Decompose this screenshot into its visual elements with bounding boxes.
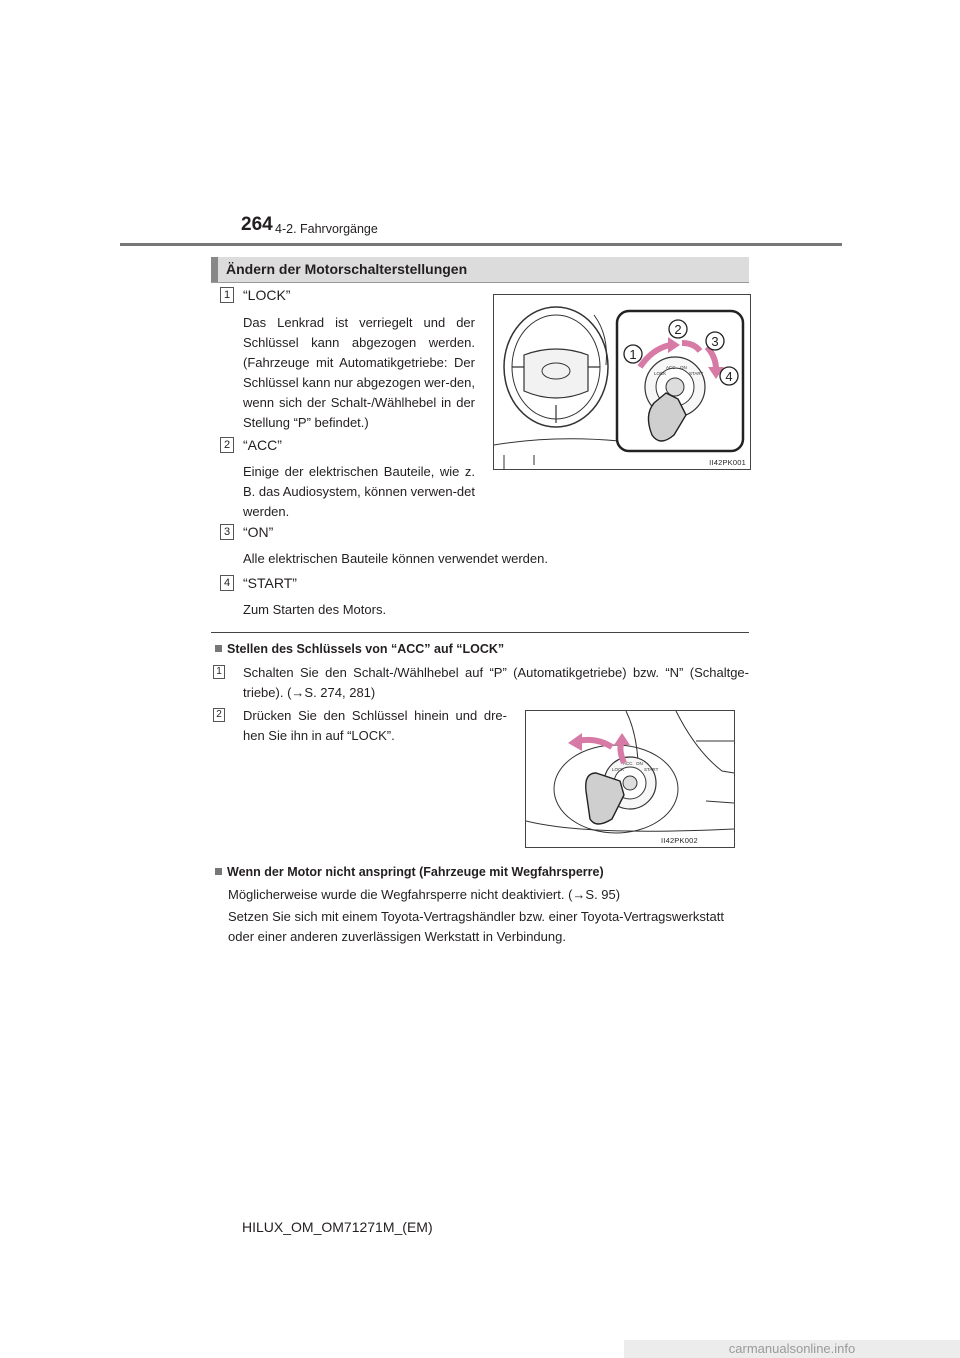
- switch-label-lock-2: LOCK: [612, 767, 625, 772]
- page-number: 264: [241, 214, 273, 235]
- switch-label-start-1: START: [689, 371, 704, 376]
- switch-label-acc-1: ACC: [666, 365, 676, 370]
- item-text-lock: Das Lenkrad ist verriegelt und der Schlüssel kann abgezogen werden. (Fahrzeuge mit Automatikgetriebe: Der Schlüssel kann nur abgezogen wer-den, wenn sich der Schalt-/Wählhebel in der Stellung “P” befindet.): [243, 315, 475, 430]
- title-accent: [211, 257, 218, 282]
- note-heading-immobilizer: [215, 865, 604, 879]
- note-marker-icon: [215, 868, 222, 875]
- title-underline: [211, 282, 749, 283]
- item-heading-lock: “LOCK”: [243, 287, 291, 303]
- header-rule: [120, 243, 842, 246]
- figure-code-1: II42PK001: [709, 458, 746, 467]
- step-text-2: Drücken Sie den Schlüssel hinein und dre-hen Sie ihn in auf “LOCK”.: [243, 708, 507, 743]
- callout-3: 3: [711, 334, 719, 349]
- note-heading-text-2: Wenn der Motor nicht anspringt (Fahrzeuge mit Wegfahrsperre): [227, 865, 604, 879]
- footer-document-code: HILUX_OM_OM71271M_(EM): [242, 1219, 433, 1235]
- item-heading-acc: “ACC”: [243, 437, 282, 453]
- note-paragraph-2: Setzen Sie sich mit einem Toyota-Vertragshändler bzw. einer Toyota-Vertragswerkstatt oder einer anderen zuverlässigen Werkstatt in Verbindung.: [228, 909, 724, 944]
- switch-label-on-1: ON: [680, 365, 687, 370]
- figure-code-2: II42PK002: [661, 836, 698, 845]
- item-text-acc: Einige der elektrischen Bauteile, wie z. B. das Audiosystem, können verwen-det werden.: [243, 464, 475, 519]
- ignition-figure-1: [493, 294, 751, 470]
- item-number-4: 4: [220, 575, 234, 591]
- switch-label-lock-1: LOCK: [654, 371, 667, 376]
- item-heading-on: “ON”: [243, 524, 274, 540]
- note-heading-text-1: Stellen des Schlüssels von “ACC” auf “LOCK”: [227, 642, 505, 656]
- item-heading-start: “START”: [243, 575, 297, 591]
- item-text-start: Zum Starten des Motors.: [243, 602, 387, 617]
- note-paragraph-1: Möglicherweise wurde die Wegfahrsperre nicht deaktiviert. (→S. 95): [228, 887, 621, 902]
- section-title: Ändern der Motorschalterstellungen: [226, 261, 468, 277]
- switch-label-start-2: START: [644, 767, 659, 772]
- ignition-illustration-2: [526, 711, 734, 847]
- ignition-illustration-1: [494, 295, 750, 469]
- switch-label-acc-2: ACC: [623, 761, 633, 766]
- callout-2: 2: [674, 322, 682, 337]
- item-text-on: Alle elektrischen Bauteile können verwendet werden.: [243, 551, 548, 566]
- section-title-bar: [211, 257, 749, 282]
- callout-4: 4: [725, 369, 733, 384]
- callout-1: 1: [629, 347, 637, 362]
- step-text-1: Schalten Sie den Schalt-/Wählhebel auf “P” (Automatikgetriebe) bzw. “N” (Schaltge-triebe). (→S. 274, 281): [243, 665, 749, 700]
- item-number-2: 2: [220, 437, 234, 453]
- watermark: carmanualsonline.info: [624, 1340, 960, 1358]
- step-number-2: 2: [213, 708, 225, 722]
- section-divider: [211, 632, 749, 633]
- ignition-figure-2: [525, 710, 735, 848]
- note-heading-acc-lock: [215, 642, 504, 656]
- note-marker-icon: [215, 645, 222, 652]
- step-number-1: 1: [213, 665, 225, 679]
- switch-label-on-2: ON: [636, 761, 643, 766]
- item-number-1: 1: [220, 287, 234, 303]
- item-number-3: 3: [220, 524, 234, 540]
- section-heading: 4-2. Fahrvorgänge: [275, 222, 378, 236]
